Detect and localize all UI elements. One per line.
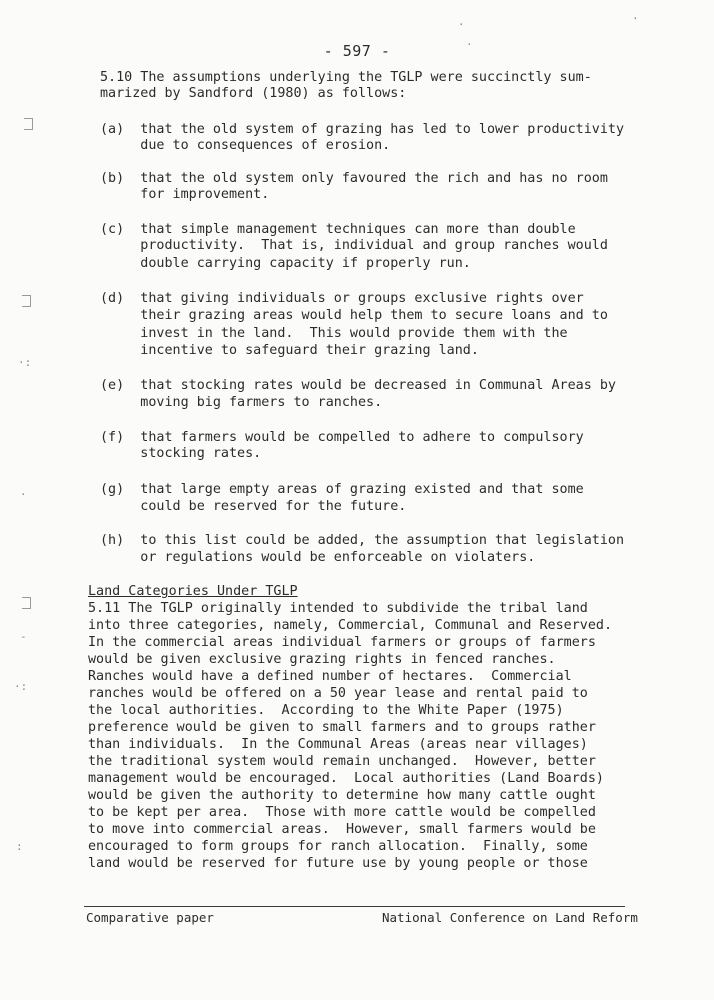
list-item-a: (a) that the old system of grazing has led to lower productivity	[100, 122, 625, 137]
paragraph-5-11-line: 5.11 The TGLP originally intended to subdivide the tribal land	[88, 601, 588, 616]
list-item-f: stocking rates.	[100, 446, 262, 461]
list-item-d: incentive to safeguard their grazing land.	[100, 343, 479, 358]
list-item-e: moving big farmers to ranches.	[100, 395, 383, 410]
paragraph-5-11-line: than individuals. In the Communal Areas (areas near villages)	[88, 737, 588, 752]
page-number: - 597 -	[323, 42, 391, 60]
list-item-a: due to consequences of erosion.	[100, 138, 391, 153]
paragraph-5-11-line: to move into commercial areas. However, small farmers would be	[88, 822, 596, 837]
list-item-d: their grazing areas would help them to secure loans and to	[100, 308, 608, 323]
punch-hole-mark	[24, 118, 33, 130]
list-item-h: or regulations would be enforceable on violaters.	[100, 550, 536, 565]
paragraph-5-11-line: management would be encouraged. Local authorities (Land Boards)	[88, 771, 604, 786]
paragraph-5-11-line: to be kept per area. Those with more cattle would be compelled	[88, 805, 596, 820]
paragraph-5-11-line: preference would be given to small farmers and to groups rather	[88, 720, 596, 735]
paragraph-5-11-line: into three categories, namely, Commercial, Communal and Reserved.	[88, 618, 613, 633]
paragraph-5-11-line: land would be reserved for future use by young people or those	[88, 856, 588, 871]
list-item-b: (b) that the old system only favoured the rich and has no room	[100, 171, 608, 186]
scan-speck: ·:	[14, 680, 28, 693]
paragraph-5-11-line: In the commercial areas individual farmers or groups of farmers	[88, 635, 596, 650]
footer-rule	[84, 906, 625, 907]
punch-hole-mark	[22, 295, 31, 307]
list-item-g: could be reserved for the future.	[100, 499, 407, 514]
list-item-g: (g) that large empty areas of grazing existed and that some	[100, 482, 584, 497]
list-item-e: (e) that stocking rates would be decreased in Communal Areas by	[100, 378, 616, 393]
scan-speck: -	[20, 630, 27, 643]
scan-speck: ·	[20, 488, 27, 501]
footer-right-text: National Conference on Land Reform	[382, 910, 638, 925]
scan-speck: ·	[466, 38, 473, 51]
scan-speck: ·	[458, 18, 465, 31]
paragraph-5-11-line: would be given exclusive grazing rights in fenced ranches.	[88, 652, 556, 667]
paragraph-5-11-line: the traditional system would remain unchanged. However, better	[88, 754, 596, 769]
scan-speck: :	[16, 840, 23, 853]
list-item-c: productivity. That is, individual and group ranches would	[100, 238, 608, 253]
list-item-b: for improvement.	[100, 187, 270, 202]
scan-speck: ·:	[18, 356, 32, 369]
punch-hole-mark	[22, 597, 31, 609]
section-heading: Land Categories Under TGLP	[88, 584, 298, 599]
list-item-h: (h) to this list could be added, the assumption that legislation	[100, 533, 625, 548]
paragraph-5-11-line: encouraged to form groups for ranch allocation. Finally, some	[88, 839, 588, 854]
list-item-c: double carrying capacity if properly run.	[100, 256, 471, 271]
paragraph-5-11-line: the local authorities. According to the White Paper (1975)	[88, 703, 564, 718]
paragraph-5-10-line: 5.10 The assumptions underlying the TGLP were succinctly sum-	[100, 70, 592, 85]
paragraph-5-11-line: Ranches would have a defined number of hectares. Commercial	[88, 669, 572, 684]
paragraph-5-11-line: would be given the authority to determine how many cattle ought	[88, 788, 596, 803]
list-item-d: (d) that giving individuals or groups exclusive rights over	[100, 291, 584, 306]
paragraph-5-11-line: ranches would be offered on a 50 year lease and rental paid to	[88, 686, 588, 701]
list-item-c: (c) that simple management techniques can more than double	[100, 222, 576, 237]
footer-left-text: Comparative paper	[86, 910, 214, 925]
scan-speck: ·	[632, 12, 639, 25]
list-item-d: invest in the land. This would provide them with the	[100, 326, 568, 341]
list-item-f: (f) that farmers would be compelled to adhere to compulsory	[100, 430, 584, 445]
paragraph-5-10-line: marized by Sandford (1980) as follows:	[100, 86, 407, 101]
